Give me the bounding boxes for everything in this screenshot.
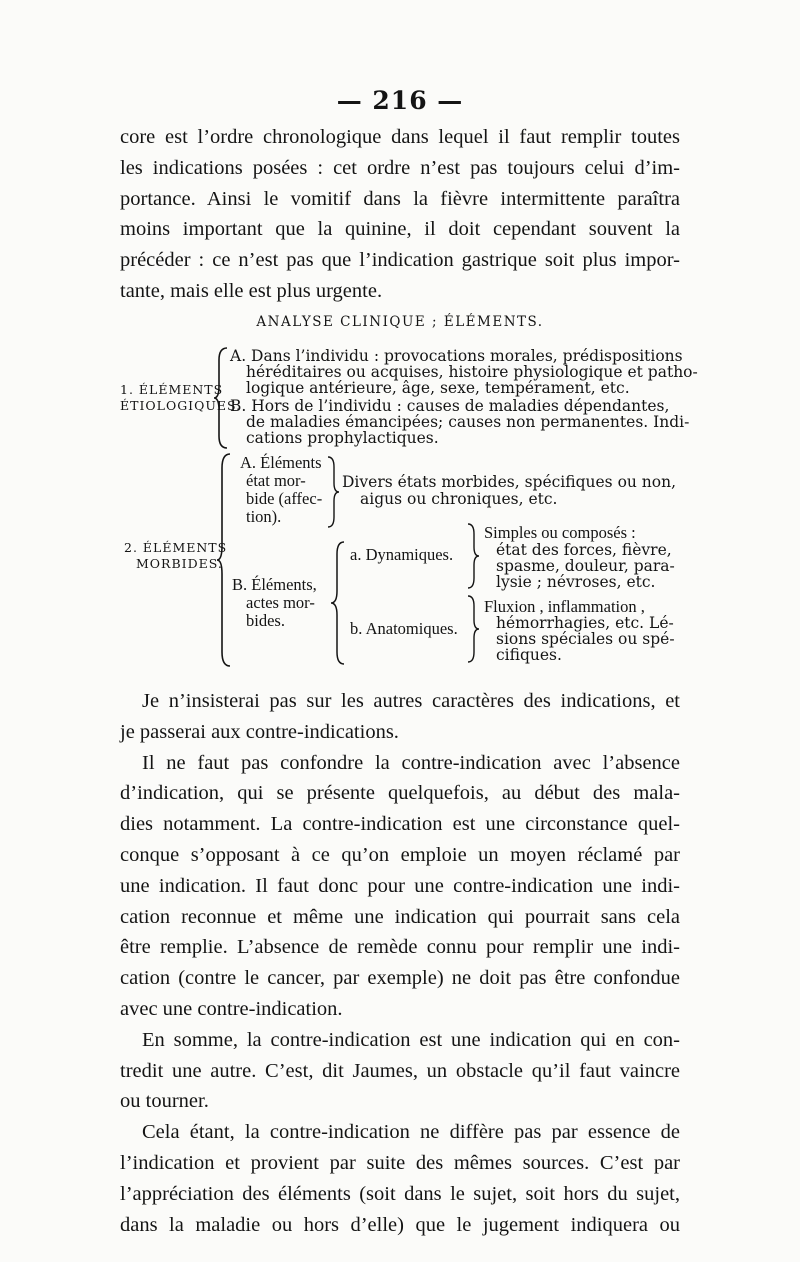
anatomiques-line4: cifiques. [496, 646, 562, 664]
paragraph-line: conque s’opposant à ce qu’on emploie un moyen réclamé par [120, 843, 680, 866]
paragraph-line: d’indication, qui se présente quelquefois, au début des mala- [120, 782, 680, 805]
paragraph-line: ou tourner. [120, 1090, 209, 1113]
paragraph-line: l’indication et provient par suite des mêmes sources. C’est par [120, 1151, 680, 1174]
dynamiques-line4: lysie ; névroses, etc. [496, 573, 656, 591]
dynamiques-line1: Simples ou composés : [484, 523, 636, 542]
paragraph-line: une indication. Il faut donc pour une contre-indication une indi- [120, 874, 680, 897]
group2-A-line3: bide (affec- [246, 489, 323, 508]
page-number: — 216 — [336, 86, 464, 115]
paragraph [120, 1117, 680, 1240]
paragraph-line: cation (contre le cancer, par exemple) ne doit pas être confondue [120, 967, 680, 990]
group2-A-line4: tion). [246, 507, 282, 526]
intro-line: tante, mais elle est plus urgente. [120, 279, 383, 302]
anatomiques-line1: Fluxion , inflammation , [484, 597, 645, 616]
group1-A-line3: logique antérieure, âge, sexe, tempérament, etc. [246, 379, 630, 397]
group2-A-line1: A. Éléments [240, 453, 322, 472]
intro-line: moins important que la quinine, il doit cependant souvent la [120, 218, 680, 241]
paragraph-line: tredit une autre. C’est, dit Jaumes, un obstacle qu’il faut vaincre [120, 1059, 680, 1082]
anatomiques-line3: sions spéciales ou spé- [496, 630, 675, 648]
group2-A-brace [326, 455, 340, 529]
paragraph-line: dans la maladie ou hors d’elle) que le jugement indiquera ou [120, 1213, 680, 1236]
paragraph-line: je passerai aux contre-indications. [120, 720, 399, 743]
dynamiques-line3: spasme, douleur, para- [496, 557, 675, 575]
paragraph-line: dies notamment. La contre-indication est une circonstance quel- [120, 813, 680, 836]
anatomiques-label: b. Anatomiques. [350, 619, 458, 638]
dynamiques-brace [466, 522, 480, 590]
dynamiques-label: a. Dynamiques. [350, 545, 454, 564]
group2-label-line2: MORBIDES. [136, 556, 223, 571]
intro-line: portance. Ainsi le vomitif dans la fièvre intermittente paraîtra [120, 187, 680, 210]
paragraph-line: Il ne faut pas confondre la contre-indication avec l’absence [142, 751, 680, 774]
intro-paragraph [120, 122, 680, 307]
paragraph-line: Je n’insisterai pas sur les autres caractères des indications, et [142, 690, 680, 712]
paragraph [120, 748, 680, 1025]
group1-B-line3: cations prophylactiques. [246, 429, 439, 447]
group2-B-line2: actes mor- [246, 593, 315, 612]
paragraph-line: avec une contre-indication. [120, 997, 343, 1020]
paragraph-line: cation reconnue et même une indication qui pourrait sans cela [120, 905, 680, 928]
dynamiques-line2: état des forces, fièvre, [496, 541, 672, 559]
group2-B-brace [330, 540, 346, 666]
group2-A-line2: état mor- [246, 471, 306, 490]
group1-brace [213, 346, 229, 450]
group2-label-line1: 2. ÉLÉMENTS [124, 540, 228, 555]
intro-line: les indications posées : cet ordre n’est pas toujours celui d’im- [120, 156, 680, 179]
group2-B-line1: B. Éléments, [232, 575, 317, 594]
group2-B-line3: bides. [246, 611, 285, 630]
group2-A-desc-line2: aigus ou chroniques, etc. [360, 490, 558, 508]
anatomiques-line2: hémorrhagies, etc. Lé- [496, 614, 674, 632]
section-title: ANALYSE CLINIQUE ; ÉLÉMENTS. [256, 314, 544, 330]
intro-line: précéder : ce n’est pas que l’indication gastrique soit plus impor- [120, 249, 680, 272]
group1-A-line1: A. Dans l’individu : provocations morales, prédispositions [230, 347, 683, 365]
intro-line: core est l’ordre chronologique dans lequel il faut remplir toutes [120, 126, 680, 148]
group2-brace [216, 452, 232, 668]
group2-A-desc-line1: Divers états morbides, spécifiques ou non, [342, 473, 677, 491]
paragraph [120, 1025, 680, 1117]
group1-label-line1: 1. ÉLÉMENTS [120, 382, 224, 397]
paragraph-line: être remplie. L’absence de remède connu pour remplir une indi- [120, 936, 680, 959]
group1-B-line2: de maladies émancipées; causes non permanentes. Indi- [246, 413, 690, 431]
paragraph-line: Cela étant, la contre-indication ne diffère pas par essence de [142, 1121, 680, 1144]
paragraph-line: l’appréciation des éléments (soit dans le sujet, soit hors du sujet, [120, 1182, 680, 1205]
group1-B-line1: B. Hors de l’individu : causes de maladies dépendantes, [230, 397, 670, 415]
paragraph [120, 686, 680, 748]
anatomiques-brace [466, 594, 480, 664]
body-text [120, 686, 680, 1240]
group1-label-line2: ÉTIOLOGIQUES. [120, 398, 242, 413]
group1-A-line2: héréditaires ou acquises, histoire physiologique et patho- [246, 363, 698, 381]
paragraph-line: En somme, la contre-indication est une indication qui en con- [142, 1028, 680, 1051]
